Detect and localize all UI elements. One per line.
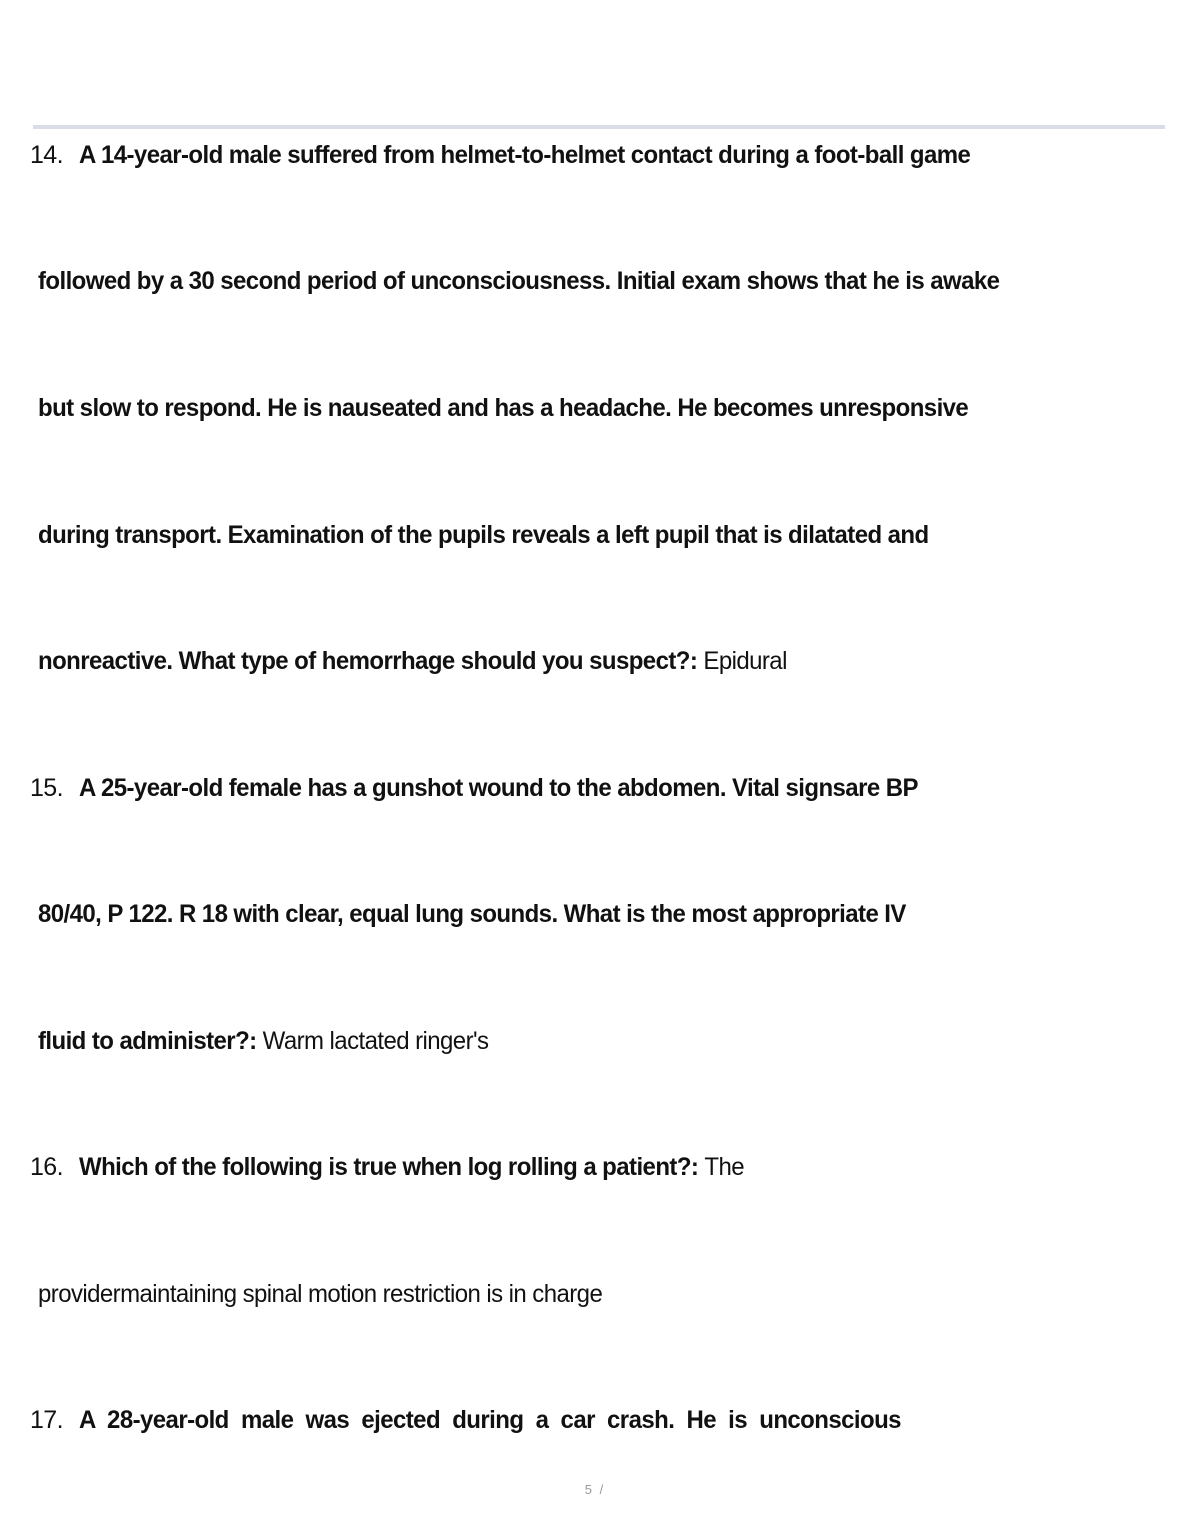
answer-text: The — [704, 1153, 745, 1181]
question-text: fluid to administer?: — [38, 1027, 257, 1055]
question-answer-line — [79, 1147, 744, 1187]
answer-text: providermaintaining spinal motion restriction is in charge — [38, 1280, 603, 1308]
question-text: A 25-year-old female has a gunshot wound to the abdomen. Vital signsare BP — [79, 774, 918, 802]
answer-text: Warm lactated ringer's — [262, 1027, 489, 1055]
question-text: followed by a 30 second period of unconsciousness. Initial exam shows that he is awake — [38, 267, 1000, 295]
question-number: 16. — [30, 1153, 63, 1181]
page-number: 5 / — [584, 1482, 606, 1497]
header-rule — [33, 125, 1165, 129]
question-number: 15. — [30, 774, 63, 802]
answer-text: Epidural — [703, 647, 787, 675]
question-number: 17. — [30, 1406, 63, 1434]
question-text: but slow to respond. He is nauseated and has a headache. He becomes unresponsive — [38, 394, 969, 422]
question-number: 14. — [30, 141, 63, 169]
question-text: A 14-year-old male suffered from helmet-to-helmet contact during a foot-ball game — [79, 141, 971, 169]
question-answer-line — [38, 641, 787, 681]
question-text: nonreactive. What type of hemorrhage should you suspect?: — [38, 647, 698, 675]
question-text: 80/40, P 122. R 18 with clear, equal lung sounds. What is the most appropriate IV — [38, 900, 906, 928]
question-answer-line — [38, 1021, 488, 1061]
question-text: A 28-year-old male was ejected during a car crash. He is unconscious — [79, 1406, 901, 1434]
question-text: during transport. Examination of the pupils reveals a left pupil that is dilatated and — [38, 521, 929, 549]
question-text: Which of the following is true when log rolling a patient?: — [79, 1153, 699, 1181]
